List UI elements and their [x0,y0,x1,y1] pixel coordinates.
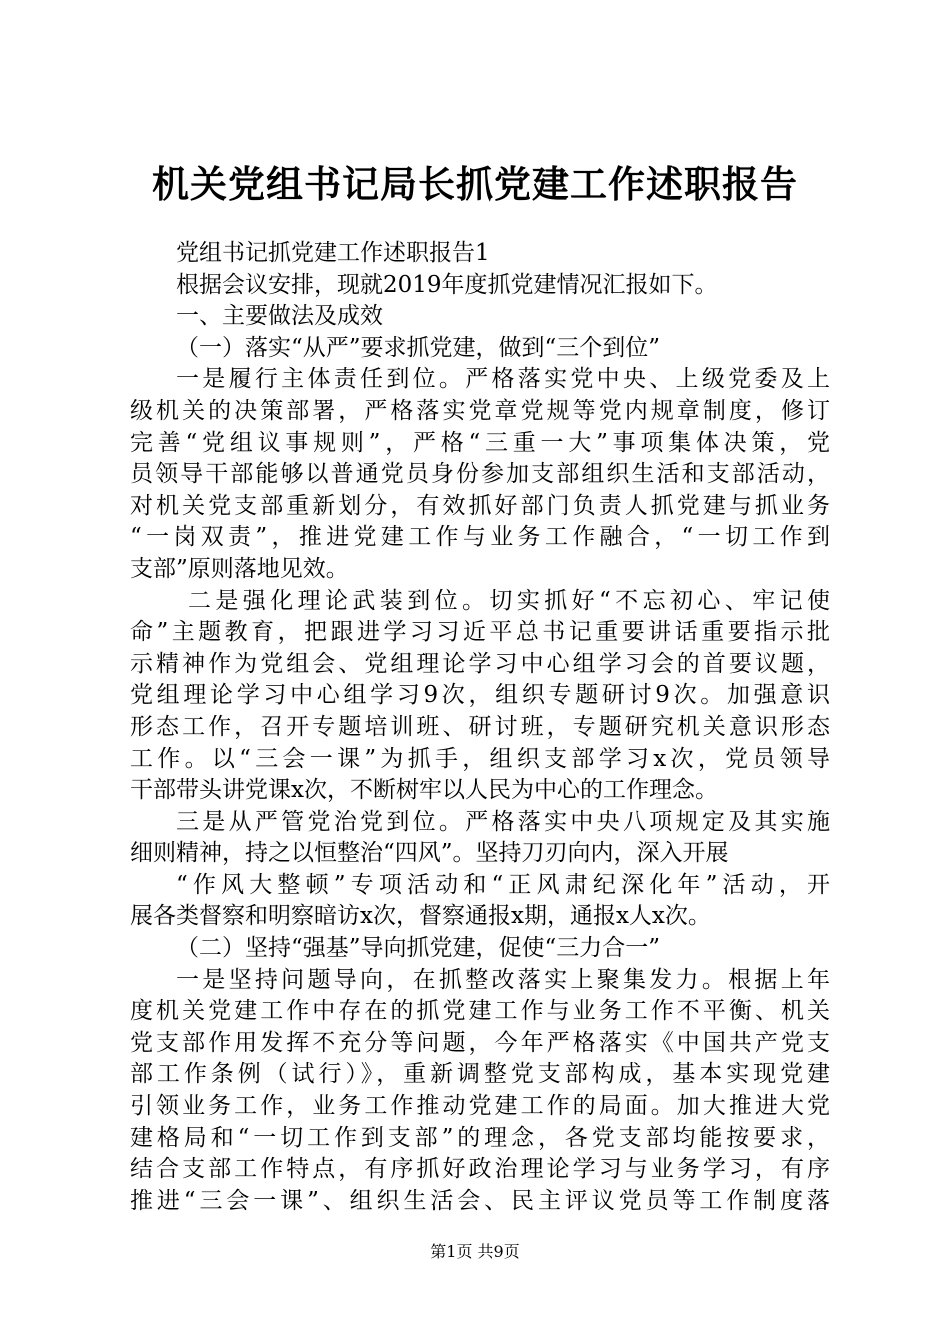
text-line: 细则精神，持之以恒整治“四风”。坚持刀刃向内，深入开展 [130,840,729,867]
text-line: 党组书记抓党建工作述职报告1 [176,240,490,266]
text-line: 党支部作用发挥不充分等问题，今年严格落实《中国共产党支 [130,1029,830,1056]
text-line: 级机关的决策部署，严格落实党章党规等党内规章制度，修订 [130,397,830,424]
text-line: 工作。以“三会一课”为抓手，组织支部学习x次，党员领导 [130,745,830,772]
text-line: 干部带头讲党课x次，不断树牢以人民为中心的工作理念。 [130,777,718,804]
text-line: 建格局和“一切工作到支部”的理念，各党支部均能按要求， [130,1124,830,1151]
text-line: （一）落实“从严”要求抓党建，做到“三个到位” [176,334,661,361]
text-line: 结合支部工作特点，有序抓好政治理论学习与业务学习，有序 [130,1156,830,1183]
text-line: 完善“党组议事规则”，严格“三重一大”事项集体决策，党 [130,429,830,456]
document-body [130,238,830,1217]
text-line: 支部”原则落地见效。 [130,555,349,582]
text-line: （二）坚持“强基”导向抓党建，促使“三力合一” [176,935,661,962]
text-line: 引领业务工作，业务工作推动党建工作的局面。加大推进大党 [130,1093,830,1120]
text-line: 党组理论学习中心组学习9次，组织专题研讨9次。加强意识 [130,682,830,709]
text-line: 根据会议安排，现就2019年度抓党建情况汇报如下。 [176,271,718,298]
text-line: 一是履行主体责任到位。严格落实党中央、上级党委及上 [176,366,830,393]
text-line: “作风大整顿”专项活动和“正风肃纪深化年”活动，开 [176,871,830,898]
text-line: 一是坚持问题导向，在抓整改落实上聚集发力。根据上年 [176,966,830,993]
text-line: 度机关党建工作中存在的抓党建工作与业务工作不平衡、机关 [130,998,830,1025]
text-line: 对机关党支部重新划分，有效抓好部门负责人抓党建与抓业务 [130,492,830,519]
text-line: 命”主题教育，把跟进学习习近平总书记重要讲话重要指示批 [130,619,830,646]
page-number-footer: 第1页 共9页 [430,1242,520,1261]
text-line: 三是从严管党治党到位。严格落实中央八项规定及其实施 [176,808,830,835]
text-line: 示精神作为党组会、党组理论学习中心组学习会的首要议题， [130,650,830,677]
text-line: 推进“三会一课”、组织生活会、民主评议党员等工作制度落 [130,1187,830,1214]
document-title: 机关党组书记局长抓党建工作述职报告 [152,162,798,206]
text-line: 一、主要做法及成效 [176,303,383,330]
text-line: 二是强化理论武装到位。切实抓好“不忘初心、牢记使 [188,587,830,614]
text-line: 形态工作，召开专题培训班、研讨班，专题研究机关意识形态 [130,713,830,740]
text-line: 展各类督察和明察暗访x次，督察通报x期，通报x人x次。 [130,903,711,930]
text-line: 部工作条例（试行）》，重新调整党支部构成，基本实现党建 [130,1061,830,1088]
text-line: “一岗双责”，推进党建工作与业务工作融合，“一切工作到 [130,524,830,551]
text-line: 员领导干部能够以普通党员身份参加支部组织生活和支部活动， [130,461,830,488]
